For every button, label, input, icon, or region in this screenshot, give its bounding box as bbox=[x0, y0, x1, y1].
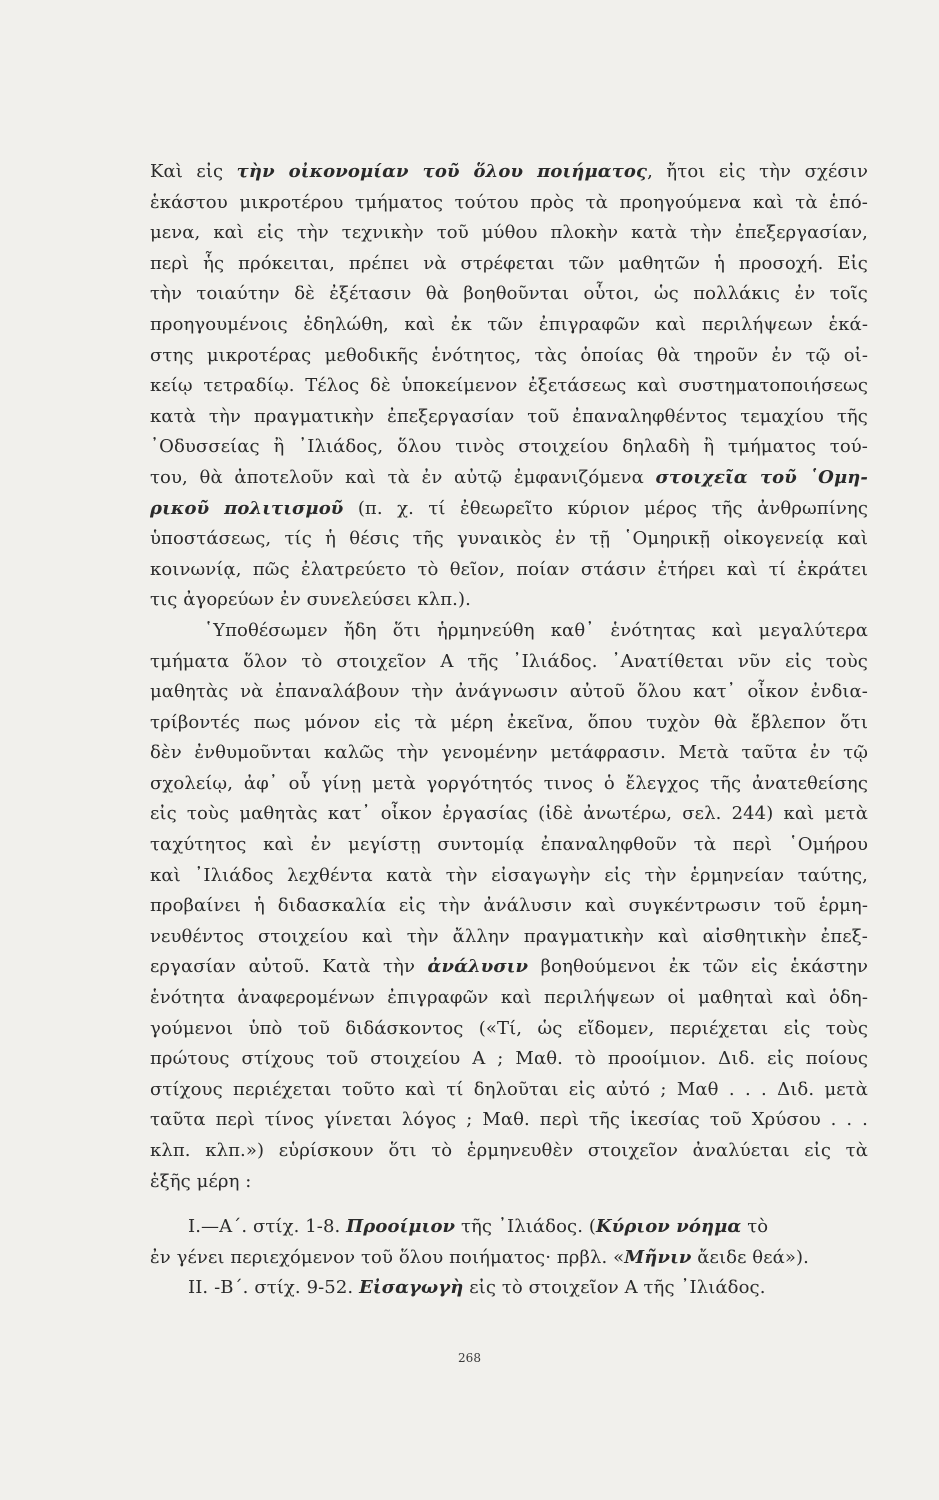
text-line bbox=[150, 188, 868, 219]
text-run: πρώτους στίχους τοῦ στοιχείου Α ; Μαθ. τὸ προοίμιον. Διδ. εἰς ποίους bbox=[150, 1048, 868, 1070]
text-line bbox=[150, 891, 868, 922]
text-run: προβαίνει ἡ διδασκαλία εἰς τὴν ἀνάλυσιν καὶ συγκέντρωσιν τοῦ ἑρμη- bbox=[150, 895, 868, 917]
text-run: του, θὰ ἀποτελοῦν καὶ τὰ ἐν αὐτῷ ἐμφανιζόμενα bbox=[150, 466, 656, 488]
text-line bbox=[150, 952, 868, 983]
text-line bbox=[150, 647, 868, 678]
text-run: γούμενοι ὑπὸ τοῦ διδάσκοντος («Τί, ὡς εἴδομεν, περιέχεται εἰς τοὺς bbox=[150, 1017, 868, 1039]
text-run: ῾Υποθέσωμεν ἤδη ὅτι ἡρμηνεύθη καθ᾿ ἑνότητας καὶ μεγαλύτερα bbox=[204, 619, 868, 641]
emphasized-text: τὴν οἰκονομίαν τοῦ ὅλου ποιήματος bbox=[236, 161, 648, 182]
text-run: τρίβοντές πως μόνον εἰς τὰ μέρη ἐκεῖνα, ὅπου τυχὸν θὰ ἔβλεπον ὅτι bbox=[150, 711, 868, 733]
text-run: Καὶ εἰς bbox=[150, 161, 237, 182]
text-run: ὑποστάσεως, τίς ἡ θέσις τῆς γυναικὸς ἐν τῇ ῾Ομηρικῇ οἰκογενείᾳ καὶ bbox=[150, 528, 868, 550]
text-run: , ἤτοι εἰς τὴν σχέσιν bbox=[647, 161, 868, 182]
text-line bbox=[150, 432, 868, 463]
text-line bbox=[150, 708, 868, 739]
text-run: βοηθούμενοι ἐκ τῶν εἰς ἑκάστην bbox=[528, 956, 868, 978]
text-run: περὶ ἧς πρόκειται, πρέπει νὰ στρέφεται τῶν μαθητῶν ἡ προσοχή. Εἰς bbox=[150, 252, 868, 274]
text-run: ἑκάστου μικροτέρου τμήματος τούτου πρὸς τὰ προηγούμενα καὶ τὰ ἑπό- bbox=[150, 191, 868, 213]
text-run: νευθέντος στοιχείου καὶ τὴν ἄλλην πραγματικὴν καὶ αἰσθητικὴν ἐπεξ- bbox=[150, 925, 868, 947]
text-line bbox=[150, 738, 868, 769]
text-line bbox=[150, 1136, 868, 1167]
text-line bbox=[150, 157, 868, 188]
emphasized-text: Μῆνιν bbox=[624, 1246, 692, 1268]
text-run: κατὰ τὴν πραγματικὴν ἐπεξεργασίαν τοῦ ἐπαναληφθέντος τεμαχίου τῆς bbox=[150, 405, 868, 427]
text-run: τις ἀγορεύων ἐν συνελεύσει κλπ.). bbox=[150, 589, 471, 611]
text-run: στίχους περιέχεται τοῦτο καὶ τί δηλοῦται εἰς αὐτό ; Μαθ . . . Διδ. μετὰ bbox=[150, 1078, 868, 1100]
text-run: τμήματα ὅλον τὸ στοιχεῖον Α τῆς ᾿Ιλιάδος. ᾿Ανατίθεται νῦν εἰς τοὺς bbox=[150, 650, 868, 672]
text-run: καὶ ᾿Ιλιάδος λεχθέντα κατὰ τὴν εἰσαγωγὴν εἰς τὴν ἑρμηνείαν ταύτης, bbox=[150, 864, 868, 886]
text-run: τὴν τοιαύτην δὲ ἐξέτασιν θὰ βοηθοῦνται οὗτοι, ὡς πολλάκις ἐν τοῖς bbox=[150, 283, 868, 305]
text-run: κοινωνίᾳ, πῶς ἐλατρεύετο τὸ θεῖον, ποίαν στάσιν ἐτήρει καὶ τί ἐκράτει bbox=[150, 558, 868, 580]
text-run: στης μικροτέρας μεθοδικῆς ἑνότητος, τὰς ὁποίας θὰ τηροῦν ἐν τῷ οἰ- bbox=[150, 344, 868, 366]
text-line bbox=[150, 524, 868, 555]
text-line bbox=[150, 494, 868, 525]
text-line bbox=[150, 861, 868, 892]
text-run: τῆς ᾿Ιλιάδος. ( bbox=[455, 1216, 596, 1237]
text-run: ταχύτητος καὶ ἐν μεγίστῃ συντομίᾳ ἐπαναληφθοῦν τὰ περὶ ῾Ομήρου bbox=[150, 834, 868, 856]
text-line bbox=[150, 1044, 868, 1075]
text-line bbox=[150, 463, 868, 494]
text-run: δὲν ἐνθυμοῦνται καλῶς τὴν γενομένην μετάφρασιν. Μετὰ ταῦτα ἐν τῷ bbox=[150, 742, 868, 764]
text-line bbox=[150, 1105, 868, 1136]
text-run: προηγουμένοις ἐδηλώθη, καὶ ἐκ τῶν ἐπιγραφῶν καὶ περιλήψεων ἑκά- bbox=[150, 313, 868, 335]
emphasized-text: ἀνάλυσιν bbox=[427, 956, 529, 978]
list-line bbox=[150, 1243, 868, 1274]
text-line bbox=[150, 310, 868, 341]
text-line bbox=[150, 1167, 868, 1198]
text-line bbox=[150, 677, 868, 708]
text-run: ἐν γένει περιεχόμενον τοῦ ὅλου ποιήματος· πρβλ. « bbox=[150, 1246, 625, 1268]
text-run: μενα, καὶ εἰς τὴν τεχνικὴν τοῦ μύθου πλοκὴν κατὰ τὴν ἐπεξεργασίαν, bbox=[150, 222, 868, 244]
text-run: σχολείῳ, ἀφ᾿ οὗ γίνῃ μετὰ γοργότητός τινος ὁ ἔλεγχος τῆς ἀνατεθείσης bbox=[150, 772, 868, 794]
text-run: εἰς τὸ στοιχεῖον Α τῆς ᾿Ιλιάδος. bbox=[463, 1277, 766, 1299]
section-list bbox=[150, 1212, 868, 1304]
text-line bbox=[150, 830, 868, 861]
text-line bbox=[150, 249, 868, 280]
text-run: μαθητὰς νὰ ἐπαναλάβουν τὴν ἀνάγνωσιν αὐτοῦ ὅλου κατ᾿ οἶκον ἐνδια- bbox=[150, 681, 868, 703]
text-run: κείῳ τετραδίῳ. Τέλος δὲ ὑποκείμενον ἐξετάσεως καὶ συστηματοποιήσεως bbox=[150, 375, 868, 397]
emphasized-text: Προοίμιον bbox=[346, 1216, 456, 1237]
emphasized-text: Εἰσαγωγὴ bbox=[359, 1277, 464, 1299]
text-line bbox=[150, 1014, 868, 1045]
text-line bbox=[150, 341, 868, 372]
emphasized-text: Κύριον νόημα bbox=[595, 1216, 742, 1237]
list-line bbox=[150, 1212, 868, 1243]
text-line bbox=[150, 1075, 868, 1106]
text-line bbox=[150, 402, 868, 433]
text-run: ΙΙ. -Β΄. στίχ. 9-52. bbox=[188, 1277, 360, 1299]
body-text bbox=[150, 157, 868, 1197]
text-run: ἑνότητα ἀναφερομένων ἐπιγραφῶν καὶ περιλήψεων οἱ μαθηταὶ καὶ ὁδη- bbox=[150, 987, 868, 1009]
text-run: Ι.—Α΄. στίχ. 1-8. bbox=[188, 1216, 347, 1237]
text-line bbox=[150, 555, 868, 586]
text-run: εργασίαν αὐτοῦ. Κατὰ τὴν bbox=[150, 956, 428, 978]
emphasized-text: ρικοῦ πολιτισμοῦ bbox=[150, 497, 344, 519]
text-run: τὸ bbox=[741, 1216, 769, 1237]
emphasized-text: στοιχεῖα τοῦ ῾Ομη- bbox=[655, 466, 868, 488]
text-run: ᾿Οδυσσείας ἢ ᾿Ιλιάδος, ὅλου τινὸς στοιχείου δηλαδὴ ἢ τμήματος τού- bbox=[150, 436, 868, 458]
text-line bbox=[150, 218, 868, 249]
text-run: ἄειδε θεά»). bbox=[691, 1246, 809, 1268]
text-run: ἑξῆς μέρη : bbox=[150, 1170, 252, 1192]
text-run: ταῦτα περὶ τίνος γίνεται λόγος ; Μαθ. περὶ τῆς ἱκεσίας τοῦ Χρύσου . . . bbox=[150, 1109, 868, 1131]
text-run: εἰς τοὺς μαθητὰς κατ᾿ οἶκον ἐργασίας (ἰδὲ ἀνωτέρω, σελ. 244) καὶ μετὰ bbox=[150, 803, 868, 825]
text-line bbox=[150, 279, 868, 310]
text-line bbox=[150, 616, 868, 647]
text-line bbox=[150, 585, 868, 616]
text-run: (π. χ. τί ἐθεωρεῖτο κύριον μέρος τῆς ἀνθρωπίνης bbox=[343, 497, 868, 519]
text-line bbox=[150, 983, 868, 1014]
text-line bbox=[150, 922, 868, 953]
text-line bbox=[150, 371, 868, 402]
text-run: κλπ. κλπ.») εὑρίσκουν ὅτι τὸ ἑρμηνευθὲν στοιχεῖον ἀναλύεται εἰς τὰ bbox=[150, 1140, 868, 1161]
page-number: 268 bbox=[458, 1351, 481, 1365]
text-line bbox=[150, 799, 868, 830]
text-line bbox=[150, 769, 868, 800]
list-line bbox=[150, 1273, 868, 1304]
